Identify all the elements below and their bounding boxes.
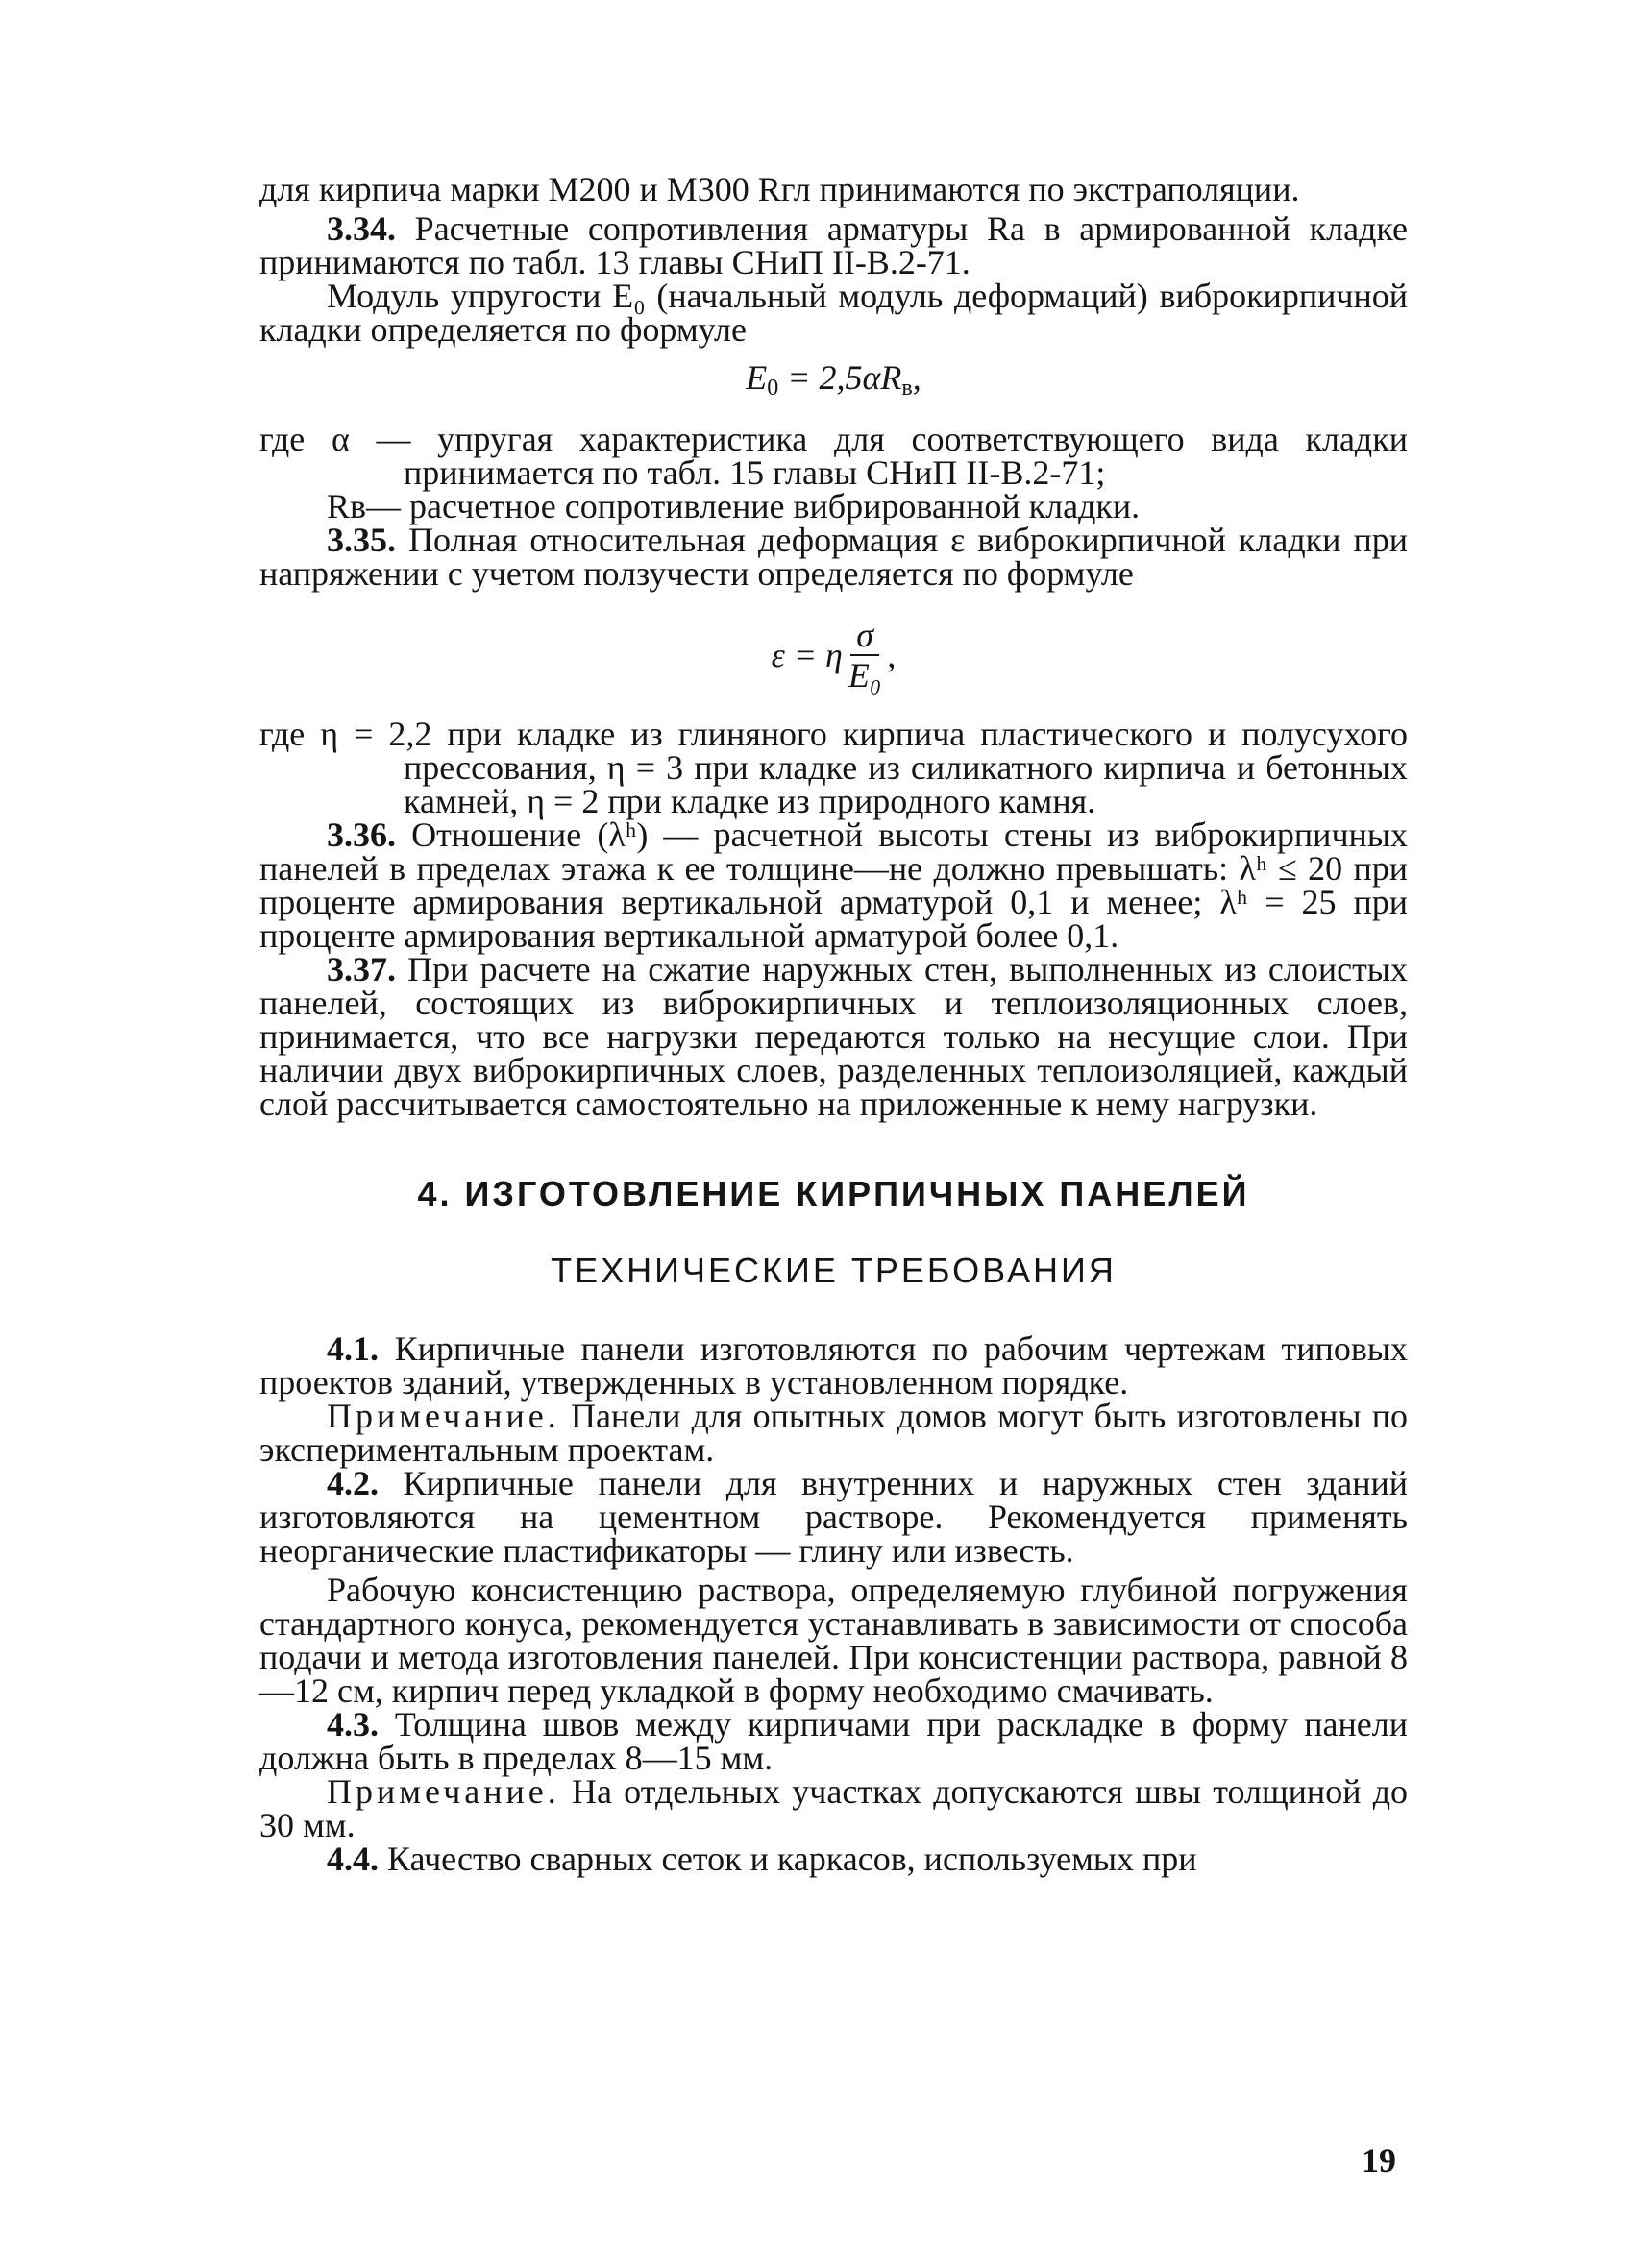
note-label: Примечание.	[327, 1397, 560, 1435]
formula-elastic-modulus	[259, 360, 1408, 405]
section-title: 4. ИЗГОТОВЛЕНИЕ КИРПИЧНЫХ ПАНЕЛЕЙ	[417, 1174, 1250, 1213]
clause-text: Полная относительная деформация ε виброкирпичной кладки при напряжении с учетом ползучести определяется по формуле	[259, 521, 1408, 593]
formula-legend-eta: где η = 2,2 при кладке из глиняного кирпича пластического и полусухого прессования, η = 3 при кладке из силикатного кирпича и бетонных камней, η = 2 при кладке из природного камня.	[259, 715, 1408, 820]
formula-legend-rb: Rв— расчетное сопротивление вибрированной кладки.	[327, 487, 1141, 525]
page-number: 19	[1362, 2141, 1396, 2180]
formula-end: ,	[887, 636, 897, 674]
formula-lhs: E	[746, 358, 768, 397]
fraction-denominator: E₀	[848, 656, 882, 695]
clause-text: Расчетные сопротивления арматуры Ra в армированной кладке принимаются по табл. 13 главы СНиП II-В.2-71.	[259, 209, 1409, 281]
note-label: Примечание.	[327, 1772, 560, 1811]
clause-text: При расчете на сжатие наружных стен, выполненных из слоистых панелей, состоящих из виброкирпичных и теплоизоляционных слоев, принимается, что все нагрузки передаются только на несущие слои. При наличии двух виброкирпичных слоев, разделенных теплоизоляцией, каждый слой рассчитывается самостоятельно на приложенные к нему нагрузки.	[259, 950, 1408, 1123]
paragraph-4-3	[259, 1705, 1409, 1777]
clause-text: Кирпичные панели для внутренних и наружных стен зданий изготовляются на цементном растворе. Рекомендуется применять неорганические пластификаторы — глину или известь.	[259, 1464, 1408, 1570]
note-2	[259, 1772, 1409, 1844]
clause-number: 4.1.	[327, 1329, 379, 1368]
clause-text: Кирпичные панели изготовляются по рабочим чертежам типовых проектов зданий, утвержденных в установленном порядке.	[259, 1329, 1409, 1402]
subsection-title: ТЕХНИЧЕСКИЕ ТРЕБОВАНИЯ	[551, 1251, 1117, 1290]
clause-text: Толщина швов между кирпичами при раскладке в форму панели должна быть в пределах 8—15 мм.	[259, 1705, 1409, 1777]
paragraph-3-34	[259, 209, 1409, 281]
paragraph-3-35	[259, 521, 1408, 593]
clause-text: Качество сварных сеток и каркасов, используемых при	[387, 1840, 1197, 1878]
clause-number: 4.2.	[327, 1464, 379, 1502]
formula-rhs-subscript: в	[901, 376, 913, 401]
paragraph-4-1	[259, 1329, 1409, 1402]
clause-number: 4.3.	[327, 1705, 379, 1744]
clause-number: 4.4.	[327, 1840, 379, 1878]
clause-number: 3.37.	[327, 950, 396, 988]
paragraph-3-37	[259, 950, 1408, 1123]
paragraph-4-2	[259, 1464, 1408, 1570]
text-column	[259, 170, 1409, 1878]
paragraph-modulus: Модуль упругости E₀ (начальный модуль деформаций) виброкирпичной кладки определяется по формуле	[259, 277, 1408, 349]
paragraph-3-36	[259, 818, 1408, 953]
paragraph-4-2-cont: Рабочую консистенцию раствора, определяемую глубиной погружения стандартного конуса, рекомендуется устанавливать в зависимости от способа подачи и метода изготовления панелей. При консистенции раствора, равной 8—12 см, кирпич перед укладкой в форму необходимо смачивать.	[259, 1571, 1408, 1710]
fraction	[848, 618, 882, 693]
formula-rhs: = 2,5αR	[787, 358, 902, 397]
formula-legend-alpha: где α — упругая характеристика для соответствующего вида кладки принимается по табл. 15 главы СНиП II-В.2-71;	[259, 420, 1408, 492]
clause-text: Отношение (λʰ) — расчетной высоты стены из виброкирпичных панелей в пределах этажа к ее толщине—не должно превышать: λʰ ≤ 20 при проценте армирования вертикальной арматурой 0,1 и менее; λʰ = 25 при проценте армирования вертикальной арматурой более 0,1.	[259, 816, 1409, 955]
fraction-numerator: σ	[850, 618, 879, 656]
clause-number: 3.35.	[327, 521, 396, 559]
note-text: На отдельных участках допускаются швы толщиной до 30 мм.	[259, 1772, 1409, 1844]
paragraph-continuation: для кирпича марки М200 и М300 Rгл принимаются по экстраполяции.	[259, 170, 1300, 208]
note-1	[259, 1397, 1408, 1469]
note-text: Панели для опытных домов могут быть изготовлены по экспериментальным проектам.	[259, 1397, 1408, 1469]
formula-deformation	[259, 618, 1408, 693]
formula-lhs-subscript: 0	[767, 376, 779, 401]
formula-lhs: ε = η	[771, 636, 843, 674]
clause-number: 3.34.	[327, 209, 396, 248]
clause-number: 3.36.	[327, 816, 396, 854]
formula-end: ,	[912, 358, 921, 397]
paragraph-4-4	[259, 1842, 1408, 1876]
